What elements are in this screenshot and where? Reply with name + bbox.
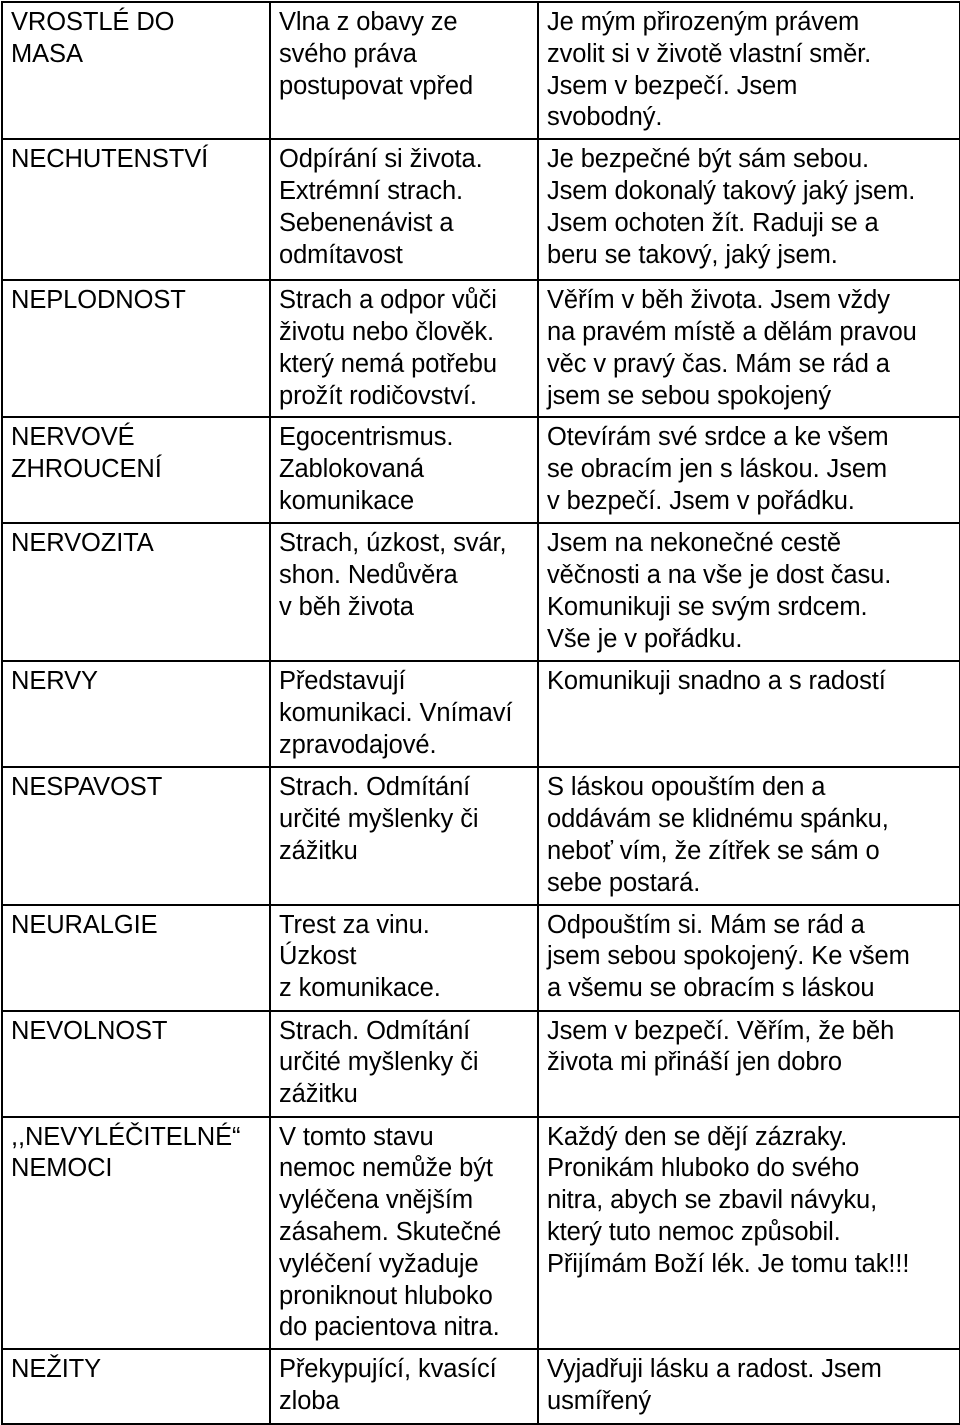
cause-cell: [270, 661, 538, 767]
disease-name-cell: [2, 767, 270, 904]
affirmation-cell: [538, 661, 960, 767]
affirmation-cell: [538, 1349, 960, 1424]
table-row: [2, 1349, 960, 1424]
affirmation-cell: [538, 417, 960, 523]
table-row: [2, 417, 960, 523]
cause-text: V tomto stavu nemoc nemůže být vyléčena vnějším zásahem. Skutečné vyléčení vyžaduje proniknout hluboko do pacientova nitra.: [279, 1122, 502, 1342]
affirmation-text: Jsem na nekonečné cestě věčnosti a na vše je dost času. Komunikuji se svým srdcem. Vše je v pořádku.: [547, 529, 892, 653]
table-row: [2, 2, 960, 139]
table-row: [2, 280, 960, 417]
affirmation-text: Je mým přirozeným právem zvolit si v životě vlastní směr. Jsem v bezpečí. Jsem svobodný.: [547, 8, 872, 132]
affirmation-cell: [538, 523, 960, 661]
disease-name-cell: [2, 661, 270, 767]
disease-name: NEURALGIE: [11, 910, 158, 939]
affirmation-text: Otevírám své srdce a ke všem se obracím jen s láskou. Jsem v bezpečí. Jsem v pořádku.: [547, 423, 889, 515]
cause-text: Překypující, kvasící zloba: [279, 1355, 497, 1415]
cause-cell: [270, 417, 538, 523]
affirmation-cell: [538, 139, 960, 280]
table-row: [2, 139, 960, 280]
disease-name: VROSTLÉ DO MASA: [11, 8, 175, 68]
cause-cell: [270, 523, 538, 661]
affirmation-cell: [538, 767, 960, 904]
cause-cell: [270, 139, 538, 280]
disease-name-cell: [2, 1011, 270, 1117]
cause-text: Egocentrismus. Zablokovaná komunikace: [279, 423, 454, 515]
cause-text: Strach, úzkost, svár, shon. Nedůvěra v běh života: [279, 529, 507, 621]
affirmation-cell: [538, 2, 960, 139]
cause-text: Trest za vinu. Úzkost z komunikace.: [279, 910, 441, 1003]
disease-name-cell: [2, 2, 270, 139]
affirmation-cell: [538, 1117, 960, 1350]
table-row: [2, 523, 960, 661]
table-row: [2, 1011, 960, 1117]
affirmation-cell: [538, 280, 960, 417]
disease-name-cell: [2, 1117, 270, 1350]
disease-table: [1, 1, 960, 1425]
disease-name: NERVY: [11, 667, 98, 696]
disease-name: NEŽITY: [11, 1355, 102, 1384]
affirmation-text: Komunikuji snadno a s radostí: [547, 667, 886, 696]
affirmation-text: Jsem v bezpečí. Věřím, že běh života mi přináší jen dobro: [547, 1016, 895, 1077]
disease-name-cell: [2, 280, 270, 417]
affirmation-text: Odpouštím si. Mám se rád a jsem sebou spokojený. Ke všem a všemu se obracím s láskou: [547, 910, 910, 1003]
cause-cell: [270, 1117, 538, 1350]
disease-name: NEPLODNOST: [11, 286, 186, 315]
disease-name-cell: [2, 523, 270, 661]
affirmation-text: Je bezpečné být sám sebou. Jsem dokonalý takový jaký jsem. Jsem ochoten žít. Raduji se a beru se takový, jaký jsem.: [547, 145, 916, 269]
disease-name: NECHUTENSTVÍ: [11, 145, 209, 174]
disease-name: NERVOVÉ ZHROUCENÍ: [11, 423, 162, 484]
table-row: [2, 905, 960, 1011]
disease-name-cell: [2, 139, 270, 280]
cause-cell: [270, 767, 538, 904]
disease-name: NERVOZITA: [11, 529, 154, 558]
disease-name: ,,NEVYLÉČITELNÉ“ NEMOCI: [11, 1122, 241, 1183]
table-row: [2, 1117, 960, 1350]
cause-text: Odpírání si života. Extrémní strach. Sebenenávist a odmítavost: [279, 145, 483, 269]
affirmation-text: Vyjadřuji lásku a radost. Jsem usmířený: [547, 1355, 882, 1415]
table-row: [2, 767, 960, 904]
cause-text: Strach. Odmítání určité myšlenky či zážitku: [279, 773, 479, 865]
cause-text: Strach. Odmítání určité myšlenky či zážitku: [279, 1016, 479, 1109]
disease-name-cell: [2, 905, 270, 1011]
affirmation-text: S láskou opouštím den a oddávám se klidnému spánku, neboť vím, že zítřek se sám o sebe postará.: [547, 773, 889, 897]
table-row: [2, 661, 960, 767]
cause-cell: [270, 1349, 538, 1424]
cause-text: Strach a odpor vůči životu nebo člověk. který nemá potřebu prožít rodičovství.: [279, 286, 497, 410]
affirmation-cell: [538, 1011, 960, 1117]
cause-cell: [270, 2, 538, 139]
cause-cell: [270, 1011, 538, 1117]
disease-name: NESPAVOST: [11, 773, 163, 802]
affirmation-text: Věřím v běh života. Jsem vždy na pravém místě a dělám pravou věc v pravý čas. Mám se rád a jsem se sebou spokojený: [547, 286, 917, 410]
disease-name: NEVOLNOST: [11, 1016, 168, 1045]
disease-name-cell: [2, 417, 270, 523]
cause-text: Vlna z obavy ze svého práva postupovat vpřed: [279, 8, 474, 100]
cause-cell: [270, 905, 538, 1011]
cause-cell: [270, 280, 538, 417]
cause-text: Představují komunikaci. Vnímaví zpravodajové.: [279, 667, 513, 759]
affirmation-text: Každý den se dějí zázraky. Pronikám hluboko do svého nitra, abych se zbavil návyku, který tuto nemoc způsobil. Přijímám Boží lék. Je tomu tak!!!: [547, 1122, 910, 1278]
affirmation-cell: [538, 905, 960, 1011]
disease-name-cell: [2, 1349, 270, 1424]
